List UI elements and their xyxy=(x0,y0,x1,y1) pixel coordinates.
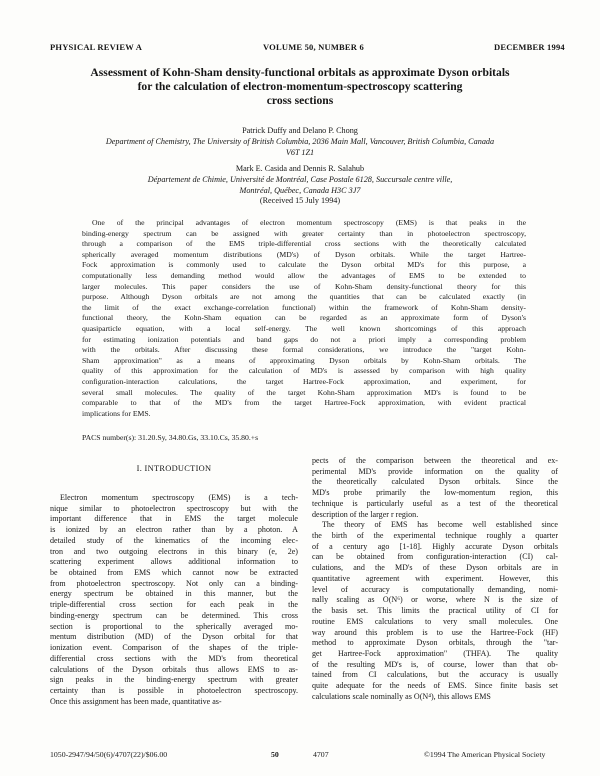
text-line: quasiparticle equation, with a local self-energy. The well known shortcomings of this approach xyxy=(82,323,526,333)
text-line: of the resulting MD's is, of course, lower than that ob- xyxy=(312,659,558,669)
footer-page-number: 4707 xyxy=(313,750,329,759)
text-line: nally scaling as O(N⁶) or worse, where N is the size of xyxy=(312,595,558,605)
text-line: calculations of the Dyson orbitals thus allows EMS to as- xyxy=(50,664,298,674)
text-line: Once this assignment has been made, quantitative as- xyxy=(50,696,222,706)
text-line: computationally less demanding method would allow the advantages of EMS to be extended to xyxy=(82,270,526,280)
author-names-2: Mark E. Casida and Dennis R. Salahub xyxy=(235,164,365,173)
footer-volume: 50 xyxy=(271,750,279,759)
section-heading: I. INTRODUCTION xyxy=(136,464,212,473)
text-line: tron and two outgoing electrons in this binary (e, 2e) xyxy=(50,546,298,556)
text-line: purpose. Although Dyson orbitals are not among the quantities that can be calculated exactly (in xyxy=(82,292,526,302)
text-line: the theoretically calculated Dyson orbitals. Since the xyxy=(312,477,558,487)
text-line: differential cross sections with the MD's from theoretical xyxy=(50,653,298,663)
text-line: is ionized by an electron rather than by a photon. A xyxy=(50,525,298,535)
text-line: get Hartree-Fock approximation" (THFA). The quality xyxy=(312,648,558,658)
text-line: level of accuracy is computationally demanding, nomi- xyxy=(312,584,558,594)
text-line: through a comparison of the EMS triple-differential cross sections with the theoretically calculated xyxy=(82,239,526,249)
text-line: mentum distribution (MD) of the Dyson orbital for that xyxy=(50,632,298,642)
pacs-numbers: PACS number(s): 31.20.Sy, 34.80.Gs, 33.10.Cs, 35.80.+s xyxy=(82,433,259,442)
text-line: quantitative agreement with experiment. However, this xyxy=(312,573,558,583)
text-line: culations, and the MD's of these Dyson orbitals are in xyxy=(312,563,558,573)
text-line: Sham approximation" as a means of approximating Dyson orbitals by Kohn-Sham orbitals. The xyxy=(82,355,526,365)
text-line: configuration-interaction calculations, the target Hartree-Fock approximation, and experiment, for xyxy=(82,376,526,386)
text-line: pects of the comparison between the theoretical and ex- xyxy=(312,456,558,465)
text-line: the birth of the experimental technique roughly a quarter xyxy=(312,531,558,541)
text-line: quite adequate for the needs of EMS. Since finite basis set xyxy=(312,681,558,691)
text-line: comparable to that of the MD's from the target Hartree-Fock approximation, with evident practical xyxy=(82,398,526,408)
text-line: of a century ago [1-18]. Highly accurate Dyson orbitals xyxy=(312,541,558,551)
text-line: way around this problem is to use the Hartree-Fock (HF) xyxy=(312,627,558,637)
affiliation-line: Département de Chimie, Université de Montréal, Case Postale 6128, Succursale centre ville, xyxy=(147,175,453,184)
affiliation-1 xyxy=(20,137,580,158)
text-line: spherically averaged momentum distributions (MD's) of Dyson orbitals. While the target Hartree- xyxy=(82,249,526,259)
affiliation-line: Department of Chemistry, The University of British Columbia, 2036 Main Mall, Vancouver, British Columbia, Canada xyxy=(105,137,495,146)
text-line: perimental MD's provide information on the quality of xyxy=(312,466,558,476)
text-line: certainty than is possible in photoelectron spectroscopy. xyxy=(50,685,298,695)
text-line: section is proportional to the spherically averaged mo- xyxy=(50,621,298,631)
footer-copyright: ©1994 The American Physical Society xyxy=(424,750,546,759)
text-line: quality of this approximation for the calculation of MD's is assessed by comparison with high quality xyxy=(82,366,526,376)
title-line: cross sections xyxy=(266,94,334,107)
text-line: Fock approximation is commonly used to calculate the Dyson orbital MD's for this purpose, a xyxy=(82,260,526,270)
text-line: method to approximate Dyson orbitals, through the "tar- xyxy=(312,638,558,648)
received-date: (Received 15 July 1994) xyxy=(259,196,341,205)
paper-title xyxy=(40,66,560,108)
affiliation-line: V6T 1Z1 xyxy=(285,147,315,157)
text-line: triple-differential cross section for each peak in the xyxy=(50,600,298,610)
text-line: from photoelectron spectroscopy. Not only can a binding- xyxy=(50,578,298,588)
text-line: with the orbitals. After discussing these formal considerations, we introduce the "target Kohn- xyxy=(82,345,526,355)
affiliation-line: Montréal, Québec, Canada H3C 3J7 xyxy=(239,185,361,195)
text-line: description of the larger r region. xyxy=(312,509,419,519)
title-line: Assessment of Kohn-Sham density-functional orbitals as approximate Dyson orbitals xyxy=(90,66,510,79)
text-line: tained from CI calculations, but the accuracy is usually xyxy=(312,670,558,680)
text-line: routine EMS calculations to very small molecules. One xyxy=(312,616,558,626)
affiliation-2 xyxy=(20,175,580,207)
text-line: several small molecules. The quality of the target Kohn-Sham approximation MD's is found to be xyxy=(82,387,526,397)
text-line: The theory of EMS has become well established since xyxy=(322,520,558,530)
text-line: technique is particularly useful as a test of the theoretical xyxy=(312,498,558,508)
text-line: Electron momentum spectroscopy (EMS) is a tech- xyxy=(60,493,298,502)
text-line: the limit of the exact exchange-correlation functional) within the framework of Kohn-Sham density- xyxy=(82,302,526,312)
text-line: binding-energy spectrum can be determined. This cross xyxy=(50,610,298,620)
journal-name: PHYSICAL REVIEW A xyxy=(50,42,143,52)
text-line: can be obtained from configuration-interaction (CI) cal- xyxy=(312,552,558,562)
volume-number: VOLUME 50, NUMBER 6 xyxy=(263,42,364,52)
footer-issn: 1050-2947/94/50(6)/4707(22)/$06.00 xyxy=(50,750,168,759)
text-line: ionization event. Comparison of the shapes of the triple- xyxy=(50,643,298,653)
author-names-1: Patrick Duffy and Delano P. Chong xyxy=(242,126,358,135)
issue-date: DECEMBER 1994 xyxy=(494,42,565,52)
right-column xyxy=(312,456,558,703)
text-line: larger molecules. This paper considers the use of Kohn-Sham density-functional theory for this xyxy=(82,281,526,291)
text-line: detailed study of the kinematics of the incoming elec- xyxy=(50,535,298,545)
text-line: the basis set. This limits the practical utility of CI for xyxy=(312,606,558,616)
text-line: energy spectrum be obtained in this manner, but the xyxy=(50,589,298,599)
left-column xyxy=(50,493,298,707)
text-line: for estimating ionization potentials and band gaps do not a priori imply a corresponding problem xyxy=(82,334,526,344)
text-line: sign peaks in the binding-energy spectrum with greater xyxy=(50,675,298,685)
text-line: implications for EMS. xyxy=(82,408,151,418)
text-line: important difference that in EMS the target molecule xyxy=(50,514,298,524)
title-line: for the calculation of electron-momentum-spectroscopy scattering xyxy=(137,80,463,93)
text-line: be obtained from EMS which cannot now be extracted xyxy=(50,568,298,578)
text-line: MD's probe primarily the low-momentum region, this xyxy=(312,488,558,498)
text-line: functional theory, the Kohn-Sham equation can be regarded as an approximate form of Dyson's xyxy=(82,313,526,323)
text-line: binding-energy spectrum can be assigned with greater certainty than in photoelectron spectroscopy, xyxy=(82,228,526,238)
abstract xyxy=(82,218,526,419)
text-line: scattering experiment allows additional information to xyxy=(50,557,298,567)
text-line: nique similar to photoelectron spectroscopy but with the xyxy=(50,503,298,513)
text-line: One of the principal advantages of electron momentum spectroscopy (EMS) is that peaks in the xyxy=(92,218,526,227)
text-line: calculations scale nominally as O(N⁴), this allows EMS xyxy=(312,691,491,701)
